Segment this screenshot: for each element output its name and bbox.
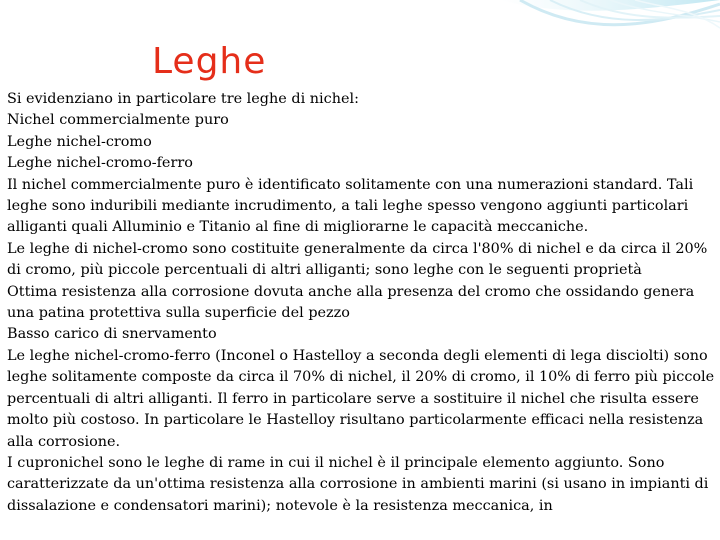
slide-title: Leghe [152,41,267,82]
body-line: Si evidenziano in particolare tre leghe di nichel: [7,91,359,107]
body-line: Basso carico di snervamento [7,326,217,343]
body-line: Leghe nichel-cromo-ferro [7,155,193,172]
body-line: Nichel commercialmente puro [7,112,229,129]
body-paragraph: Il nichel commercialmente puro è identificato solitamente con una numerazioni standard. Tali leghe sono induribili mediante incrudimento, a tali leghe spesso vengono aggiunti particolari alliganti quali Alluminio e Titanio al fine di migliorarne le capacità meccaniche. [7,176,694,236]
slide-body [7,89,715,517]
body-paragraph: Le leghe di nichel-cromo sono costituite generalmente da circa l'80% di nichel e da circa il 20% di cromo, più piccole percentuali di altri alliganti; sono leghe con le seguenti proprietà [7,240,708,279]
body-paragraph: I cupronichel sono le leghe di rame in cui il nichel è il principale elemento aggiunto. Sono caratterizzate da un'ottima resistenza alla corrosione in ambienti marini (si usano in impianti di dissalazione e condensatori marini); notevole è la resistenza meccanica, in [7,454,709,514]
corner-decoration-graphic [460,0,720,70]
body-line: Leghe nichel-cromo [7,133,152,150]
body-paragraph: Ottima resistenza alla corrosione dovuta anche alla presenza del cromo che ossidando genera una patina protettiva sulla superficie del pezzo [7,283,695,322]
body-paragraph: Le leghe nichel-cromo-ferro (Inconel o Hastelloy a seconda degli elementi di lega disciolti) sono leghe solitamente composte da circa il 70% di nichel, il 20% di cromo, il 10% di ferro più piccole percentuali di altri alliganti. Il ferro in particolare serve a sostituire il nichel che risulta essere molto più costoso. In particolare le Hastelloy risultano particolarmente efficaci nella resistenza alla corrosione. [7,347,715,450]
